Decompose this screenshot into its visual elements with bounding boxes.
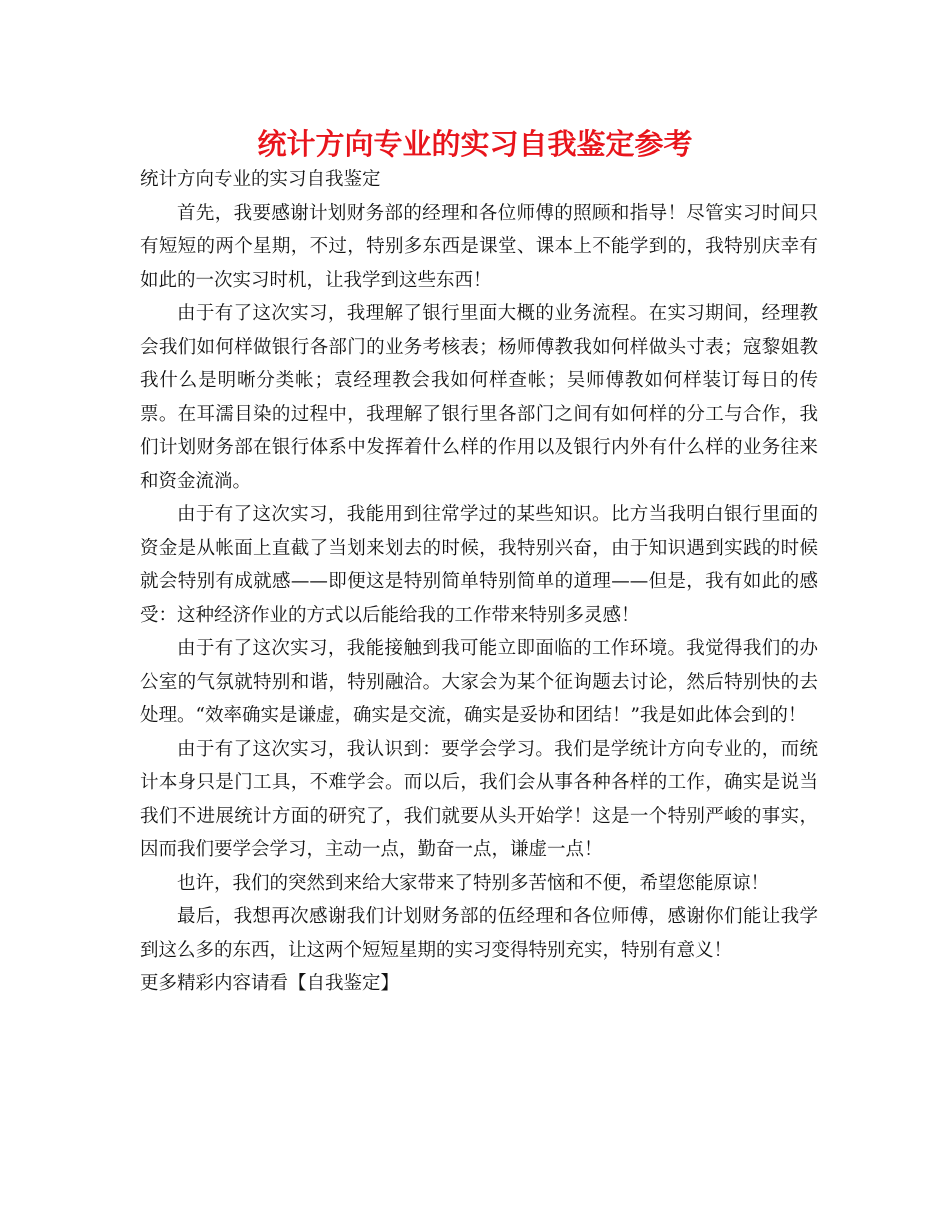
document-title: 统计方向专业的实习自我鉴定参考 <box>257 127 693 161</box>
paragraph-6: 也许，我们的突然到来给大家带来了特别多苦恼和不便，希望您能原谅！ <box>177 872 770 894</box>
paragraph-5: 由于有了这次实习，我认识到：要学会学习。我们是学统计方向专业的，而统计本身只是门工具，不难学会。而以后，我们会从事各种各样的工作，确实是说当我们不进展统计方面的研究了，我们就要从头开始学！这是一个特别严峻的事实，因而我们要学会学习，主动一点，勤奋一点，谦虚一点！ <box>140 738 818 860</box>
paragraph-4: 由于有了这次实习，我能接触到我可能立即面临的工作环境。我觉得我们的办公室的气氛就特别和谐，特别融洽。大家会为某个征询题去讨论，然后特别快的去处理。“效率确实是谦虚，确实是交流，确实是妥协和团结！”我是如此体会到的！ <box>140 638 818 726</box>
footer-link-text: 更多精彩内容请看【自我鉴定】 <box>140 973 400 994</box>
paragraph-1: 首先，我要感谢计划财务部的经理和各位师傅的照顾和指导！尽管实习时间只有短短的两个星期，不过，特别多东西是课堂、课本上不能学到的，我特别庆幸有如此的一次实习时机，让我学到这些东西！ <box>140 202 818 291</box>
document-body <box>140 163 818 1001</box>
document-subtitle: 统计方向专业的实习自我鉴定 <box>140 169 381 190</box>
paragraph-3: 由于有了这次实习，我能用到往常学过的某些知识。比方当我明白银行里面的资金是从帐面上直截了当划来划去的时候，我特别兴奋，由于知识遇到实践的时候就会特别有成就感——即便这是特别简单特别简单的道理——但是，我有如此的感受：这种经济作业的方式以后能给我的工作带来特别多灵感！ <box>140 504 818 626</box>
paragraph-7: 最后，我想再次感谢我们计划财务部的伍经理和各位师傅，感谢你们能让我学到这么多的东西，让这两个短短星期的实习变得特别充实，特别有意义！ <box>140 906 818 961</box>
paragraph-2: 由于有了这次实习，我理解了银行里面大概的业务流程。在实习期间，经理教会我们如何样做银行各部门的业务考核表；杨师傅教我如何样做头寸表；寇黎姐教我什么是明晰分类帐；袁经理教会我如何样查帐；吴师傅教如何样装订每日的传票。在耳濡目染的过程中，我理解了银行里各部门之间有如何样的分工与合作，我们计划财务部在银行体系中发挥着什么样的作用以及银行内外有什么样的业务往来和资金流淌。 <box>140 303 818 492</box>
